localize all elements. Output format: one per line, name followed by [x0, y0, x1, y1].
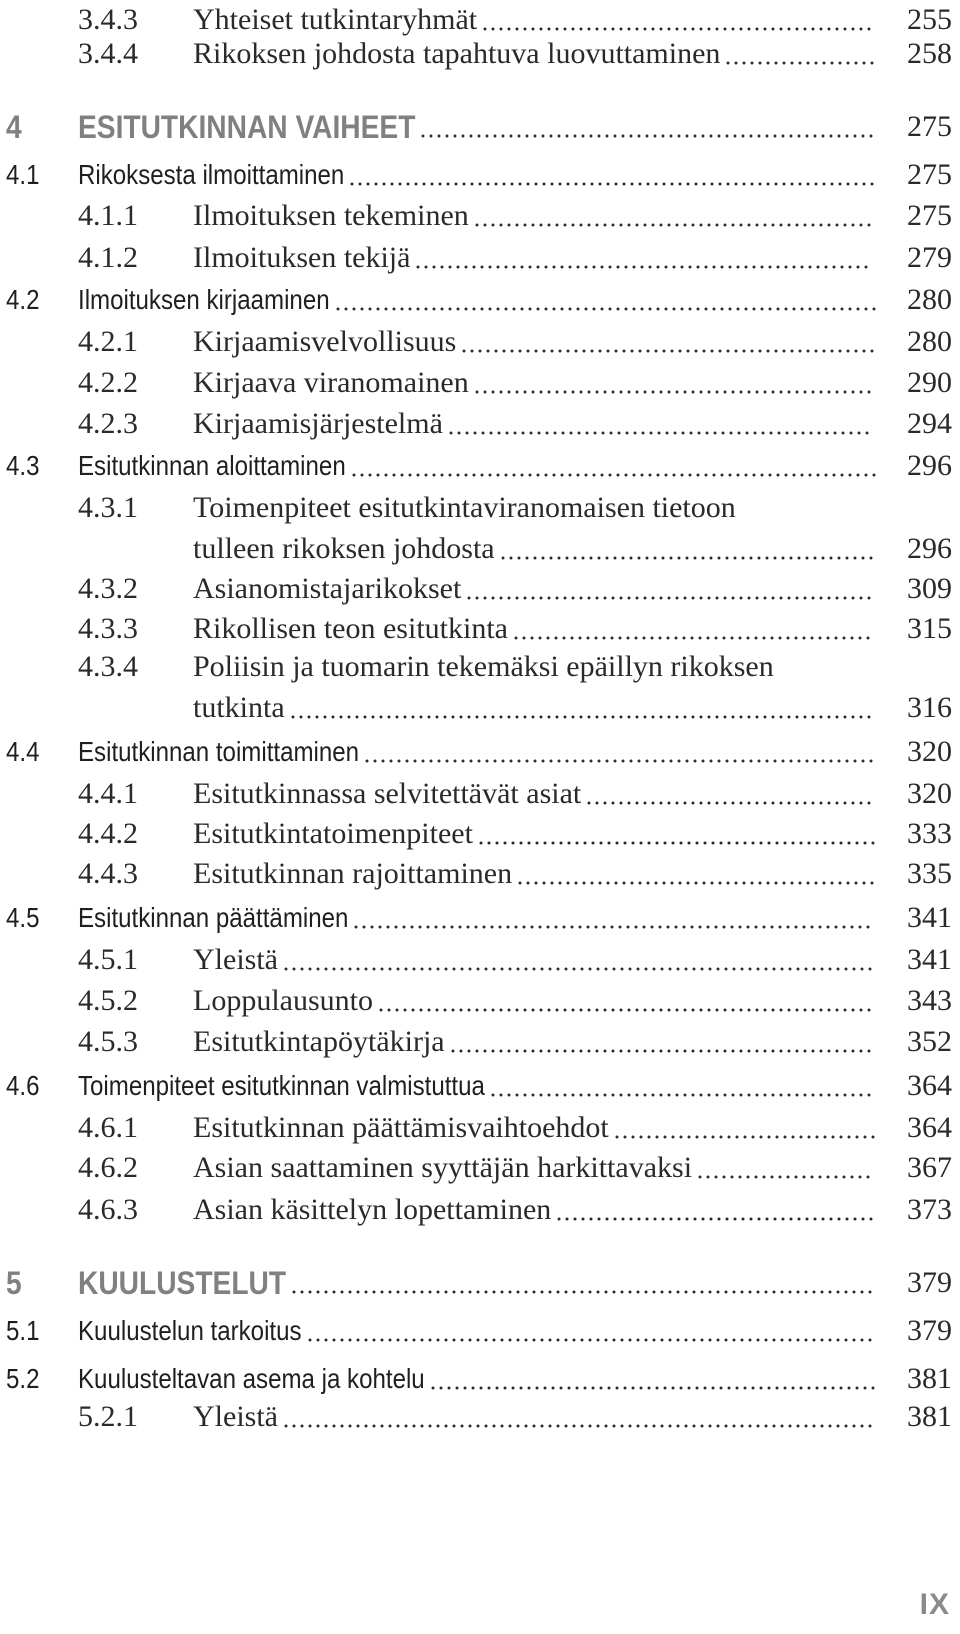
dot-leader: [724, 60, 876, 66]
dot-leader: [352, 924, 872, 930]
toc-entry-number: 4: [6, 109, 22, 145]
toc-entry-page-number: 320: [907, 777, 952, 810]
toc-entry-sec: [0, 155, 960, 195]
toc-entry-title: KUULUSTELUT: [78, 1265, 287, 1301]
toc-entry-title: Esitutkinnan toimittaminen: [78, 736, 360, 767]
dot-leader: [555, 1216, 875, 1222]
dot-leader: [613, 1134, 877, 1140]
toc-entry-sec: [0, 898, 960, 938]
toc-entry-sub: [0, 363, 960, 403]
toc-entry-title: Esitutkinnan rajoittaminen: [193, 857, 513, 890]
toc-entry-number: 4.6: [6, 1070, 40, 1101]
toc-entry-page-number: 381: [907, 1362, 952, 1395]
toc-entry-sub: [0, 814, 960, 854]
dot-leader: [282, 966, 874, 972]
toc-entry-sub: [0, 1397, 960, 1437]
toc-entry-title: Rikoksen johdosta tapahtuva luovuttaminen: [193, 37, 721, 70]
toc-entry-title: Rikollisen teon esitutkinta: [193, 612, 508, 645]
toc-entry-title: Kirjaamisvelvollisuus: [193, 325, 457, 358]
toc-entry-page-number: 258: [907, 37, 952, 70]
toc-entry-page-number: 279: [907, 241, 952, 274]
toc-entry-sub: [0, 1190, 960, 1230]
toc-entry-title: Esitutkinnan päättäminen: [78, 902, 349, 933]
toc-entry-title: Esitutkinnassa selvitettävät asiat: [193, 777, 582, 810]
toc-entry-sub: [0, 1108, 960, 1148]
toc-entry-sub: [0, 34, 960, 74]
toc-entry-number: 4.6.3: [78, 1193, 138, 1226]
dot-leader: [348, 181, 876, 187]
toc-entry-number: 4.2.3: [78, 407, 138, 440]
dot-leader: [414, 264, 870, 270]
toc-entry-number: 4.3: [6, 450, 40, 481]
toc-entry-number: 4.4.2: [78, 817, 138, 850]
dot-leader: [289, 714, 873, 720]
toc-entry-page-number: 280: [907, 283, 952, 316]
toc-entry-page-number: 255: [907, 3, 952, 36]
toc-entry-page-number: 352: [907, 1025, 952, 1058]
dot-leader: [585, 800, 873, 806]
toc-entry-sub: [0, 854, 960, 894]
toc-entry-sub: [0, 196, 960, 236]
toc-entry-sub: [0, 1148, 960, 1188]
toc-entry-sub: [0, 981, 960, 1021]
toc-entry-number: 4.2: [6, 284, 40, 315]
toc-entry-page-number: 364: [907, 1111, 952, 1144]
toc-entry-page-number: 315: [907, 612, 952, 645]
dot-leader: [449, 1048, 873, 1054]
toc-entry-number: 3.4.4: [78, 37, 138, 70]
toc-entry-chap: [0, 107, 960, 147]
dot-leader: [465, 595, 873, 601]
toc-entry-page-number: 275: [907, 199, 952, 232]
toc-entry-number: 4.2.1: [78, 325, 138, 358]
toc-entry-title: Kirjaamisjärjestelmä: [193, 407, 443, 440]
toc-entry-title: tulleen rikoksen johdosta: [193, 532, 495, 565]
dot-leader: [377, 1007, 873, 1013]
dot-leader: [473, 222, 873, 228]
toc-entry-title: Esitutkinnan päättämisvaihtoehdot: [193, 1111, 609, 1144]
toc-entry-sub: [0, 940, 960, 980]
toc-entry-page-number: 341: [907, 943, 952, 976]
toc-entry-sub: [0, 609, 960, 649]
toc-entry-title-first-line: Toimenpiteet esitutkintaviranomaisen tietoon: [193, 491, 736, 524]
toc-entry-sub: [0, 774, 960, 814]
dot-leader: [290, 1289, 874, 1295]
toc-entry-number: 4.6.2: [78, 1151, 138, 1184]
dot-leader: [334, 306, 878, 312]
toc-entry-page-number: 316: [907, 691, 952, 724]
toc-entry-number: 3.4.3: [78, 3, 138, 36]
toc-entry-number: 4.3.1: [78, 491, 138, 524]
toc-entry-page-number: 379: [907, 1314, 952, 1347]
toc-entry-page-number: 333: [907, 817, 952, 850]
toc-entry-sub: [0, 322, 960, 362]
toc-entry-number: 4.4.3: [78, 857, 138, 890]
dot-leader: [282, 1423, 874, 1429]
toc-entry-number: 4.5: [6, 902, 40, 933]
toc-entry-title: Ilmoituksen kirjaaminen: [78, 284, 330, 315]
toc-entry-number: 4.3.4: [78, 650, 138, 683]
dot-leader: [363, 758, 875, 764]
toc-entry-sub: [0, 1022, 960, 1062]
toc-entry-title: Kirjaava viranomainen: [193, 366, 469, 399]
dot-leader: [460, 348, 876, 354]
dot-leader: [350, 472, 878, 478]
toc-entry-page-number: 294: [907, 407, 952, 440]
toc-entry-number: 4.5.2: [78, 984, 138, 1017]
toc-entry-sec: [0, 1359, 960, 1399]
toc-entry-page-number: 290: [907, 366, 952, 399]
toc-entry-sec: [0, 732, 960, 772]
toc-entry-page-number: 309: [907, 572, 952, 605]
toc-entry-sub: [0, 650, 960, 728]
toc-entry-number: 5.2.1: [78, 1400, 138, 1433]
toc-entry-sub: [0, 238, 960, 278]
toc-entry-number: 5: [6, 1265, 22, 1301]
toc-entry-page-number: 364: [907, 1069, 952, 1102]
toc-entry-title: Esitutkintatoimenpiteet: [193, 817, 473, 850]
page-folio: IX: [919, 1588, 950, 1621]
toc-entry-sec: [0, 1311, 960, 1351]
toc-entry-title: Ilmoituksen tekeminen: [193, 199, 469, 232]
toc-entry-page-number: 335: [907, 857, 952, 890]
toc-entry-number: 4.5.3: [78, 1025, 138, 1058]
toc-entry-number: 4.6.1: [78, 1111, 138, 1144]
toc-entry-title: ESITUTKINNAN VAIHEET: [78, 109, 416, 145]
dot-leader: [696, 1174, 872, 1180]
toc-entry-sub: [0, 569, 960, 609]
toc-entry-page-number: 341: [907, 901, 952, 934]
toc-entry-number: 4.2.2: [78, 366, 138, 399]
toc-entry-sub: [0, 491, 960, 569]
toc-entry-page-number: 343: [907, 984, 952, 1017]
toc-entry-number: 4.4: [6, 736, 40, 767]
toc-entry-title: Rikoksesta ilmoittaminen: [78, 159, 345, 190]
dot-leader: [481, 26, 873, 32]
toc-entry-title: Asian saattaminen syyttäjän harkittavaksi: [193, 1151, 693, 1184]
toc-entry-title: Yleistä: [193, 1400, 278, 1433]
toc-entry-title: Asianomistajarikokset: [193, 572, 462, 605]
toc-entry-number: 4.1.2: [78, 241, 138, 274]
dot-leader: [516, 880, 876, 886]
toc-entry-page-number: 320: [907, 735, 952, 768]
toc-entry-chap: [0, 1263, 960, 1303]
dot-leader: [473, 389, 873, 395]
dot-leader: [306, 1337, 874, 1343]
toc-entry-title: Esitutkinnan aloittaminen: [78, 450, 346, 481]
toc-entry-page-number: 280: [907, 325, 952, 358]
toc-entry-sec: [0, 280, 960, 320]
toc-entry-number: 4.1: [6, 159, 40, 190]
toc-entry-page-number: 296: [907, 532, 952, 565]
dot-leader: [489, 1092, 873, 1098]
dot-leader: [477, 840, 877, 846]
dot-leader: [419, 133, 875, 139]
toc-entry-title: Asian käsittelyn lopettaminen: [193, 1193, 552, 1226]
toc-entry-number: 5.1: [6, 1315, 40, 1346]
toc-entry-title: tutkinta: [193, 691, 285, 724]
toc-entry-page-number: 373: [907, 1193, 952, 1226]
toc-entry-page-number: 296: [907, 449, 952, 482]
dot-leader: [429, 1385, 877, 1391]
toc-entry-sec: [0, 446, 960, 486]
toc-entry-page-number: 275: [907, 110, 952, 143]
toc-entry-title: Loppulausunto: [193, 984, 373, 1017]
toc-entry-number: 4.1.1: [78, 199, 138, 232]
toc-entry-title: Esitutkintapöytäkirja: [193, 1025, 445, 1058]
toc-entry-number: 4.3.2: [78, 572, 138, 605]
toc-entry-title: Kuulustelun tarkoitus: [78, 1315, 302, 1346]
toc-entry-number: 4.5.1: [78, 943, 138, 976]
toc-entry-title: Yhteiset tutkintaryhmät: [193, 3, 478, 36]
toc-entry-title: Ilmoituksen tekijä: [193, 241, 411, 274]
dot-leader: [447, 430, 871, 436]
toc-entry-sec: [0, 1066, 960, 1106]
toc-entry-sub: [0, 404, 960, 444]
toc-entry-page-number: 379: [907, 1266, 952, 1299]
toc-entry-page-number: 367: [907, 1151, 952, 1184]
toc-entry-title-first-line: Poliisin ja tuomarin tekemäksi epäillyn rikoksen: [193, 650, 774, 683]
toc-entry-title: Yleistä: [193, 943, 278, 976]
toc-entry-page-number: 381: [907, 1400, 952, 1433]
toc-entry-number: 5.2: [6, 1363, 40, 1394]
toc-entry-number: 4.4.1: [78, 777, 138, 810]
dot-leader: [499, 555, 875, 561]
dot-leader: [512, 635, 872, 641]
toc-entry-title: Kuulusteltavan asema ja kohtelu: [78, 1363, 425, 1394]
toc-entry-title: Toimenpiteet esitutkinnan valmistuttua: [78, 1070, 485, 1101]
toc-entry-number: 4.3.3: [78, 612, 138, 645]
toc-entry-page-number: 275: [907, 158, 952, 191]
